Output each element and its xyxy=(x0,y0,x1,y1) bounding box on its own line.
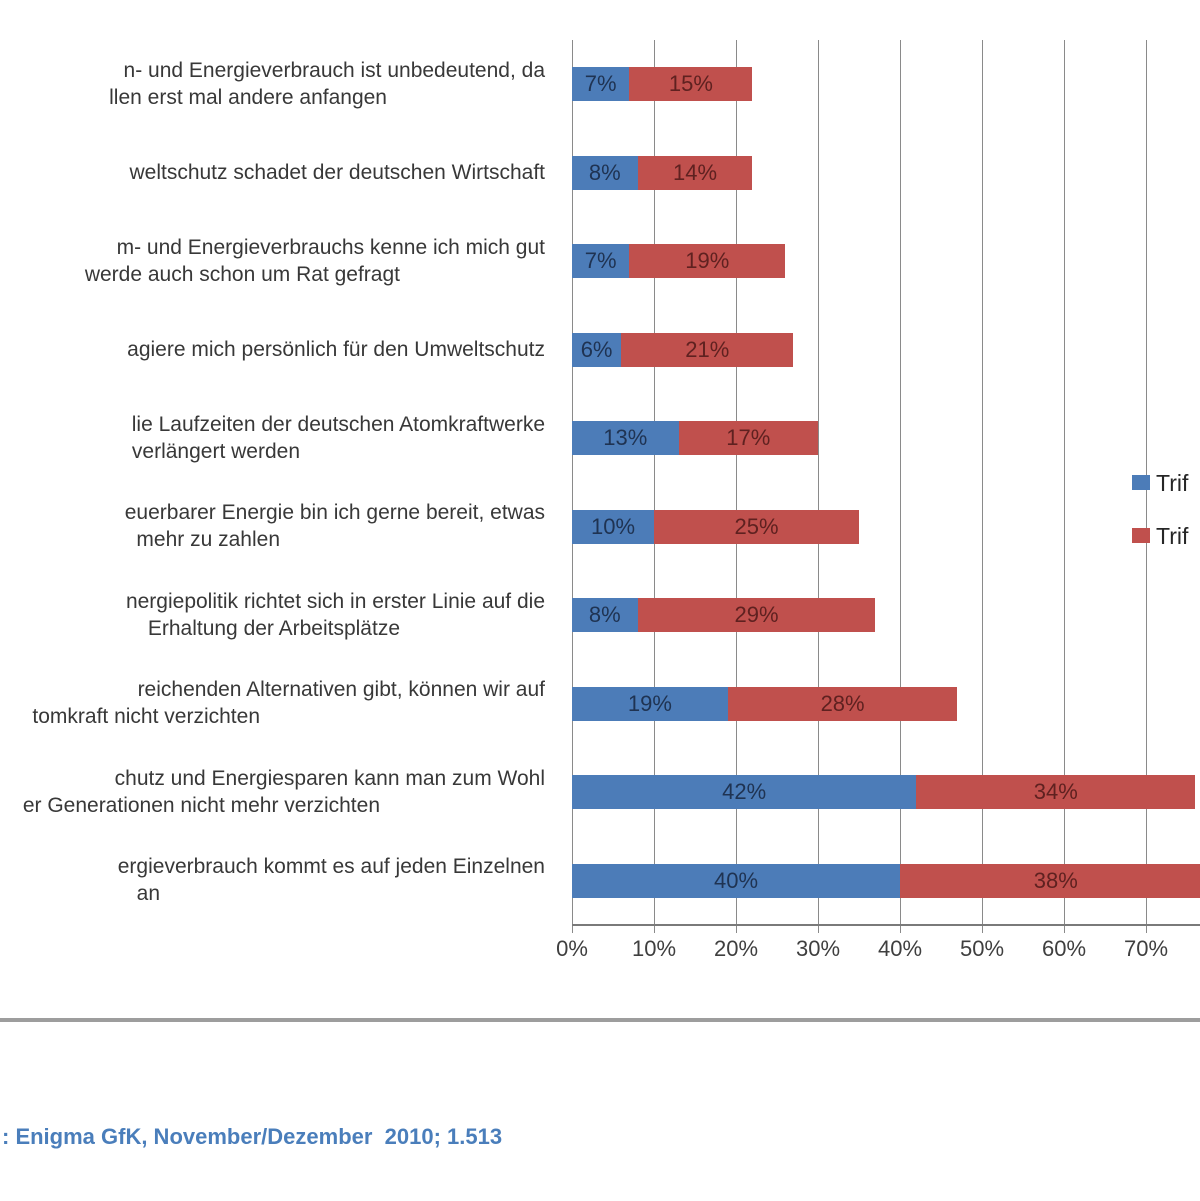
bar-value-label: 13% xyxy=(603,425,648,450)
bar-value-label: 7% xyxy=(584,248,617,273)
category-label-line: ergieverbrauch kommt es auf jeden Einzelnen xyxy=(117,855,545,878)
bar-value-label: 17% xyxy=(726,425,771,450)
bar-segment-series1 xyxy=(572,864,900,898)
category-label-line: tomkraft nicht verzichten xyxy=(32,705,260,728)
legend-swatch-series2 xyxy=(1132,528,1150,543)
axis-tick xyxy=(572,925,573,933)
bar-value-label: 7% xyxy=(584,71,617,96)
axis-tick xyxy=(654,925,655,933)
axis-tick xyxy=(1146,925,1147,933)
bar-segment-series1 xyxy=(572,687,728,721)
category-label-line: an xyxy=(136,882,160,905)
bar-segment-series1 xyxy=(572,156,638,190)
category-label-line: euerbarer Energie bin ich gerne bereit, etwas xyxy=(124,501,545,524)
x-axis-tick-label: 70% xyxy=(1123,936,1169,961)
bar-segment-series1 xyxy=(572,421,679,455)
bar-value-label: 42% xyxy=(722,779,767,804)
bar-segment-series1 xyxy=(572,67,629,101)
x-axis-tick-label: 20% xyxy=(713,936,759,961)
bar-value-label: 8% xyxy=(588,602,621,627)
bar-segment-series2 xyxy=(638,598,876,632)
bar-segment-series2 xyxy=(900,864,1200,898)
bar-segment-series2 xyxy=(629,244,785,278)
category-label-line: llen erst mal andere anfangen xyxy=(109,86,387,109)
axis-tick xyxy=(900,925,901,933)
x-axis-tick-label: 40% xyxy=(877,936,923,961)
legend-label-series2: Trif xyxy=(1156,523,1189,549)
bar-value-label: 15% xyxy=(668,71,713,96)
category-label-line: nergiepolitik richtet sich in erster Linie auf die xyxy=(125,590,545,613)
category-label-line: lie Laufzeiten der deutschen Atomkraftwerke xyxy=(131,413,545,436)
bar-segment-series1 xyxy=(572,244,629,278)
bar-value-label: 10% xyxy=(590,514,636,539)
x-axis-tick-label: 60% xyxy=(1041,936,1087,961)
bar-segment-series2 xyxy=(679,421,818,455)
category-label-line: reichenden Alternativen gibt, können wir auf xyxy=(137,678,545,701)
bar-segment-series2 xyxy=(638,156,753,190)
source-citation: : Enigma GfK, November/Dezember 2010; 1.513 xyxy=(2,1124,503,1149)
x-axis-tick-label: 30% xyxy=(795,936,841,961)
legend-swatch-series1 xyxy=(1132,475,1150,490)
bar-segment-series1 xyxy=(572,775,916,809)
category-label-line: chutz und Energiesparen kann man zum Wohl xyxy=(114,767,545,790)
bar-value-label: 8% xyxy=(588,160,621,185)
bar-value-label: 21% xyxy=(685,337,730,362)
bar-value-label: 6% xyxy=(580,337,613,362)
category-label-line: m- und Energieverbrauchs kenne ich mich gut xyxy=(116,236,545,259)
category-label-line: werde auch schon um Rat gefragt xyxy=(84,263,400,286)
legend-label-series1: Trif xyxy=(1156,470,1189,496)
bar-segment-series2 xyxy=(629,67,752,101)
bar-segment-series1 xyxy=(572,333,621,367)
bar-value-label: 14% xyxy=(672,160,718,185)
category-label-line: weltschutz schadet der deutschen Wirtschaft xyxy=(129,161,545,184)
axis-tick xyxy=(818,925,819,933)
x-axis-tick-label: 10% xyxy=(631,936,677,961)
bar-segment-series2 xyxy=(654,510,859,544)
bar-segment-series2 xyxy=(916,775,1195,809)
category-label-line: n- und Energieverbrauch ist unbedeutend, da xyxy=(123,59,545,82)
bar-segment-series1 xyxy=(572,598,638,632)
bar-value-label: 29% xyxy=(734,602,779,627)
axis-tick xyxy=(1064,925,1065,933)
x-axis-tick-label: 50% xyxy=(959,936,1005,961)
axis-tick xyxy=(982,925,983,933)
x-axis-line xyxy=(572,924,1200,926)
category-label-line: verlängert werden xyxy=(131,440,300,463)
bar-value-label: 38% xyxy=(1033,868,1078,893)
bar-value-label: 19% xyxy=(685,248,730,273)
bar-value-label: 28% xyxy=(820,691,865,716)
axis-tick xyxy=(736,925,737,933)
category-label-line: mehr zu zahlen xyxy=(136,528,280,551)
x-axis-tick-label: 0% xyxy=(556,936,588,961)
bar-value-label: 40% xyxy=(713,868,759,893)
footer-divider xyxy=(0,1018,1200,1022)
bar-segment-series1 xyxy=(572,510,654,544)
bar-value-label: 34% xyxy=(1033,779,1078,804)
bar-value-label: 19% xyxy=(627,691,672,716)
category-label-line: Erhaltung der Arbeitsplätze xyxy=(147,617,400,640)
category-label-line: agiere mich persönlich für den Umweltschutz xyxy=(127,338,545,361)
bar-segment-series2 xyxy=(621,333,793,367)
bar-value-label: 25% xyxy=(734,514,779,539)
bar-segment-series2 xyxy=(728,687,958,721)
category-label-line: er Generationen nicht mehr verzichten xyxy=(22,794,380,817)
